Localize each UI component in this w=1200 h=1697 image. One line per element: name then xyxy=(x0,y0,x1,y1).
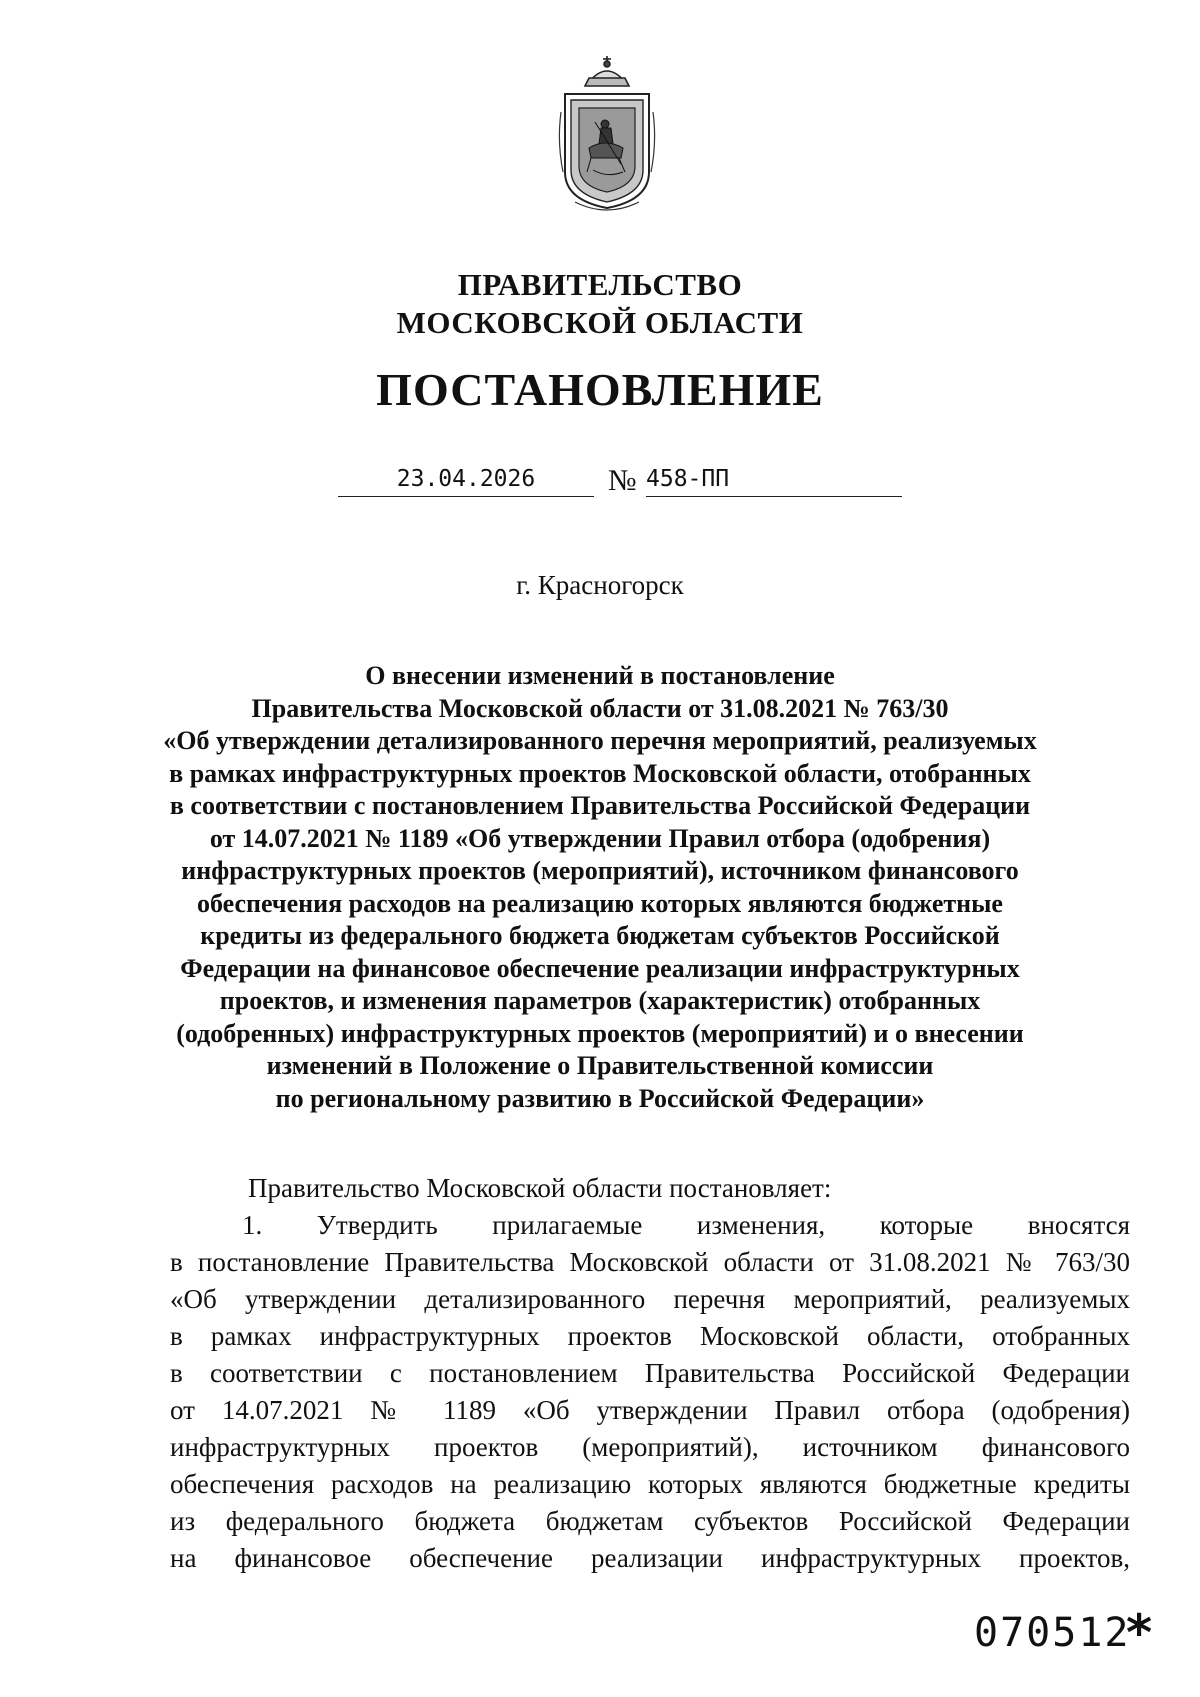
body-line: обеспечения расходов на реализацию которых являются бюджетные кредиты xyxy=(170,1469,1130,1499)
title-line: проектов, и изменения параметров (характеристик) отобранных xyxy=(219,986,981,1015)
body-line: в соответствии с постановлением Правительства Российской Федерации xyxy=(170,1358,1130,1388)
number-underline xyxy=(646,496,902,497)
city-name: г. Красногорск xyxy=(516,570,684,600)
title-line: О внесении изменений в постановление xyxy=(365,661,835,690)
title-line: изменений в Положение о Правительственной комиссии xyxy=(266,1051,934,1080)
number-sign: № xyxy=(608,464,637,497)
asterisk-mark: * xyxy=(1126,1604,1153,1662)
document-title xyxy=(0,660,1200,1115)
title-line: инфраструктурных проектов (мероприятий), источником финансового xyxy=(181,856,1019,885)
title-line: обеспечения расходов на реализацию которых являются бюджетные xyxy=(197,888,1003,918)
body-line: в рамках инфраструктурных проектов Московской области, отобранных xyxy=(170,1321,1130,1351)
body-line: на финансовое обеспечение реализации инфраструктурных проектов, xyxy=(170,1543,1130,1573)
body-line: инфраструктурных проектов (мероприятий), источником финансового xyxy=(170,1432,1130,1462)
title-line: Федерации на финансовое обеспечение реализации инфраструктурных xyxy=(180,953,1020,983)
serial-number: 070512 xyxy=(974,1610,1131,1656)
title-line: от 14.07.2021 № 1189 «Об утверждении Правил отбора (одобрения) xyxy=(209,823,991,853)
government-title-line2: МОСКОВСКОЙ ОБЛАСТИ xyxy=(396,305,804,340)
title-line: (одобренных) инфраструктурных проектов (мероприятий) и о внесении xyxy=(176,1018,1024,1048)
body-line: 1. Утвердить прилагаемые изменения, которые вносятся xyxy=(242,1210,1130,1240)
document-date: 23.04.2026 xyxy=(396,466,536,492)
crown-icon xyxy=(585,56,629,86)
title-line: кредиты из федерального бюджета бюджетам субъектов Российской xyxy=(200,921,1000,950)
title-line: «Об утверждении детализированного перечня мероприятий, реализуемых xyxy=(163,726,1037,755)
body-line: из федерального бюджета бюджетам субъектов Российской Федерации xyxy=(170,1506,1130,1536)
document-body xyxy=(170,1170,1130,1577)
body-intro-line: Правительство Московской области постановляет: xyxy=(248,1173,832,1203)
body-line: от 14.07.2021 № 1189 «Об утверждении Правил отбора (одобрения) xyxy=(170,1395,1130,1425)
title-line: в рамках инфраструктурных проектов Московской области, отобранных xyxy=(169,758,1031,788)
document-type-heading: ПОСТАНОВЛЕНИЕ xyxy=(376,364,824,415)
government-title-line1: ПРАВИТЕЛЬСТВО xyxy=(457,267,743,302)
title-line: по региональному развитию в Российской Федерации» xyxy=(275,1083,925,1113)
date-underline xyxy=(338,496,594,497)
date-number-row xyxy=(0,462,1200,502)
body-line: «Об утверждении детализированного перечня мероприятий, реализуемых xyxy=(170,1284,1130,1314)
document-number: 458-ПП xyxy=(646,466,730,492)
body-line: в постановление Правительства Московской области от 31.08.2021 № 763/30 xyxy=(170,1247,1130,1277)
coat-of-arms-emblem xyxy=(555,52,659,212)
title-line: в соответствии с постановлением Правительства Российской Федерации xyxy=(169,791,1031,820)
title-line: Правительства Московской области от 31.08.2021 № 763/30 xyxy=(251,693,949,723)
